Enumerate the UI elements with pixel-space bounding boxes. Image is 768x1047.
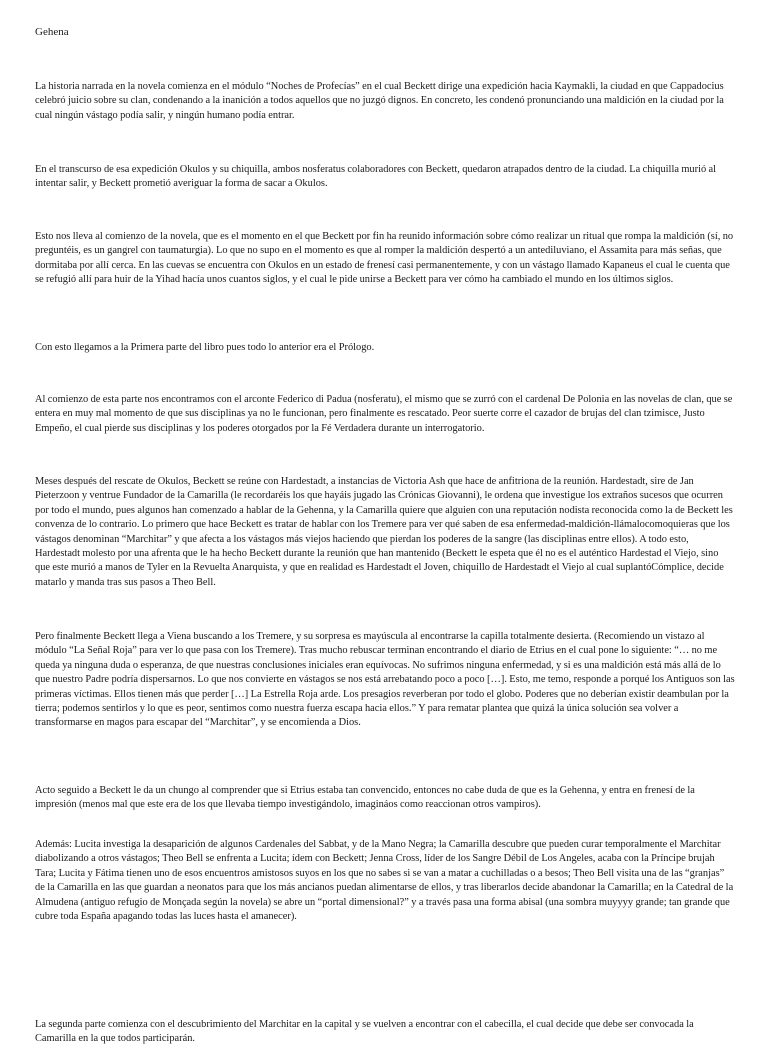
document-title: Gehena (35, 26, 69, 38)
paragraph-6: Meses después del rescate de Okulos, Beckett se reúne con Hardestadt, a instancias de Victoria Ash que hace de anfitriona de la reunión. Hardestadt, sire de Jan Pieterzoon y ventrue Fundador de la Camarilla (le recordaréis los que hayáis jugado las Crónicas Giovanni), le ordena que investigue los extraños sucesos que ocurren por todo el mundo, pues algunos han comenzado a hablar de la Gehenna, y la Camarilla quiere que alguien con una reputación nodista reconocida como la de Beckett les convenza de lo contrario. Lo primero que hace Beckett es tratar de hablar con los Tremere para ver qué saben de esa enfermedad-maldición-llámalocomoquieras que los vástagos denominan “Marchitar” y que afecta a los vástagos más viejos haciendo que pierdan los poderes de la sangre (las disciplinas entre ellos). A todo esto, Hardestadt molesto por una afrenta que le ha hecho Beckett durante la reunión que han mantenido (Beckett le espeta que él no es el auténtico Hardestad el Viejo, sino que este murió a manos de Tyler en la Revuelta Anarquista, y que en realidad es Hardestadt el Joven, chiquillo de Hardestadt el Viejo al cual suplantóCómplice, decide matarlo y manda tras sus pasos a Theo Bell. (35, 476, 733, 588)
paragraph-8: Acto seguido a Beckett le da un chungo al comprender que si Etrius estaba tan convencido, entonces no cabe duda de que es la Gehenna, y entra en frenesí de la impresión (menos mal que este era de los que llevaba tiempo investigándolo, imagináos como reaccionan otros vampiros). (35, 785, 695, 811)
paragraph-3: Esto nos lleva al comienzo de la novela, que es el momento en el que Beckett por fin ha reunido información sobre cómo realizar un ritual que rompa la maldición (sí, no preguntéis, es un gangrel con taumaturgia). Lo que no supo en el momento es que al romper la maldición despertó a un antediluviano, el Assamita para más señas, que dormitaba por allí cerca. En las cuevas se encuentra con Okulos en un estado de frenesí casi permanentemente, y con un vástago llamado Kapaneus el cual le cuenta que se refugió allí para huir de la Yihad hacía unos cuantos siglos, y el cual le pide unirse a Beckett para ver cómo ha cambiado el mundo en los últimos siglos. (35, 231, 734, 286)
paragraph-5: Al comienzo de esta parte nos encontramos con el arconte Federico di Padua (nosferatu), el mismo que se zurró con el cardenal De Polonia en las novelas de clan, que se entera en muy mal momento de que sus disciplinas ya no le funcionan, pero finalmente es rescatado. Peor suerte corre el cazador de brujas del clan tzimisce, Justo Empeño, el cual pierde sus disciplinas y los poderes otorgados por la Fé Verdadera durante un interrogatorio. (35, 394, 733, 434)
paragraph-2: En el transcurso de esa expedición Okulos y su chiquilla, ambos nosferatus colaboradores con Beckett, quedaron atrapados dentro de la ciudad. La chiquilla murió al intentar salir, y Beckett prometió averiguar la forma de sacar a Okulos. (35, 164, 717, 190)
paragraph-7: Pero finalmente Beckett llega a Viena buscando a los Tremere, y su sorpresa es mayúscula al encontrarse la capilla totalmente desierta. (Recomiendo un vistazo al módulo “La Señal Roja” para ver lo que pasa con los Tremere). Tras mucho rebuscar terminan encontrando el diario de Etrius en el cual pone lo siguiente: “… no me queda ya ninguna duda o esperanza, de que nuestras conclusiones iniciales eran equívocas. No sufrimos ninguna enfermedad, y si es una maldición está más allá de lo que nuestro Padre podría dispersarnos. Lo que nos convierte en vástagos se nos está arrebatando poco a poco […]. Esto, me temo, responde a porqué los Antiguos son las primeras víctimas. Ellos tienen más que perder […] La Estrella Roja arde. Los presagios reverberan por todo el globo. Poderes que no deberían existir deambulan por la tierra; podemos sentirlos y lo que es peor, sentimos como nuestra fuerza escapa hacia ellos.” Y para rematar plantea que quizá la única solución sea volver a transformarse en magos para escapar del “Marchitar”, y se encomienda a Dios. (35, 631, 735, 729)
paragraph-9: Además: Lucita investiga la desaparición de algunos Cardenales del Sabbat, y de la Mano Negra; la Camarilla descubre que pueden curar temporalmente el Marchitar diabolizando a otros vástagos; Theo Bell se enfrenta a Lucita; ídem con Beckett; Jenna Cross, líder de los Sangre Débil de Los Angeles, acaba con la Príncipe brujah Tara; Lucita y Fátima tienen uno de esos encuentros amistosos suyos en los que no sabes si se van a matar a cuchilladas o a besos; Theo Bell visita una de las “granjas” de la Camarilla en las que guardan a neonatos para que los más ancianos puedan alimentarse de ellos, y tras liberarlos decide abandonar la Camarilla; en la Catedral de la Almudena (antiguo refugio de Monçada según la novela) se abre un “portal dimensional?” y a través pasa una forma abisal (una sombra muyyyy grande; tan grande que cubre toda España apagando todas las luces hasta el amanecer). (35, 839, 734, 923)
paragraph-4: Con esto llegamos a la Primera parte del libro pues todo lo anterior era el Prólogo. (35, 342, 375, 353)
paragraph-1: La historia narrada en la novela comienza en el módulo “Noches de Profecías” en el cual Beckett dirige una expedición hacia Kaymakli, la ciudad en que Cappadocius celebró juicio sobre su clan, condenando a la inanición a todos aquellos que no juzgó dignos. En concreto, les condenó pronunciando una maldición en la ciudad por la cual ningún vástago podía salir, y ningún humano podía entrar. (35, 81, 724, 121)
paragraph-10: La segunda parte comienza con el descubrimiento del Marchitar en la capital y se vuelven a encontrar con el cabecilla, el cual decide que debe ser convocada la Camarilla en la que todos participarán. (35, 1019, 694, 1045)
